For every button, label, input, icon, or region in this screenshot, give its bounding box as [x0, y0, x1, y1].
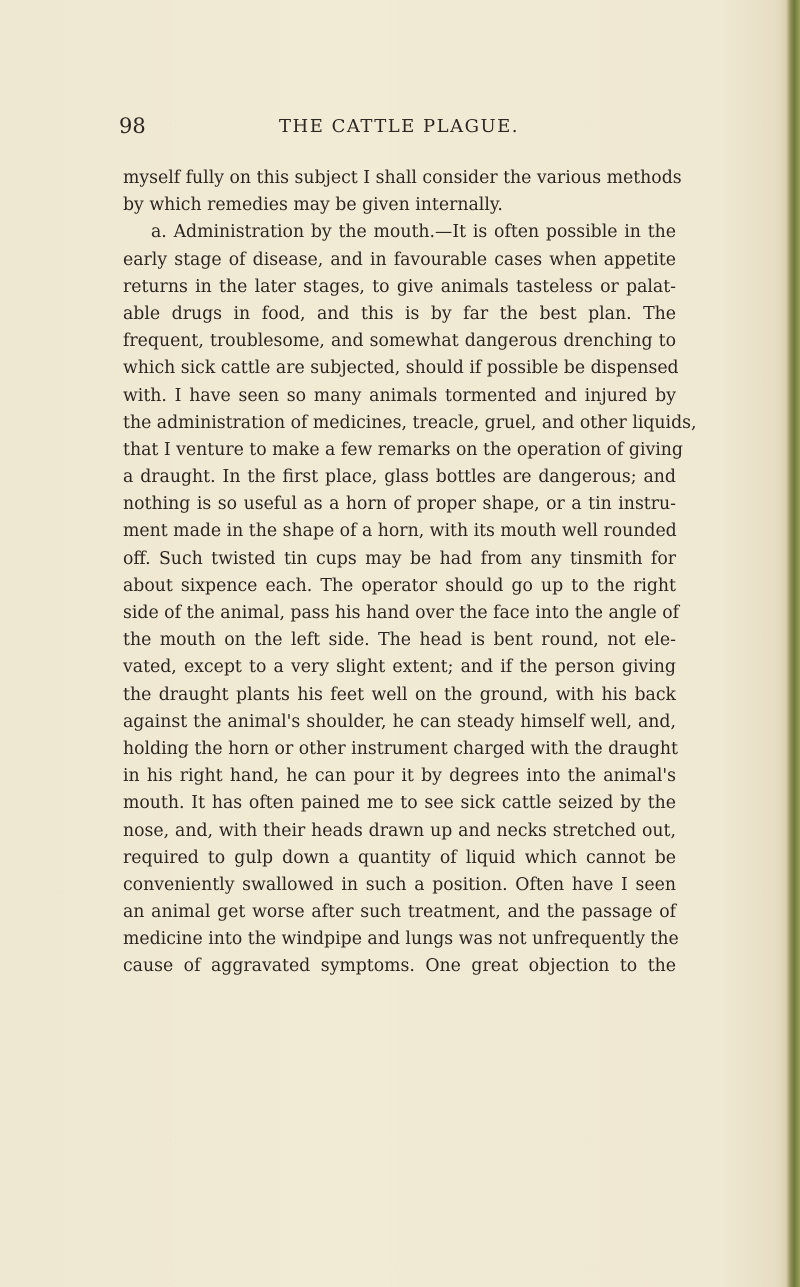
text-line: in his right hand, he can pour it by degrees into the animal's [123, 766, 676, 787]
text-line: the mouth on the left side. The head is bent round, not ele- [123, 630, 676, 651]
text-line: which sick cattle are subjected, should if possible be dispensed [123, 358, 679, 379]
text-line: early stage of disease, and in favourable cases when appetite [123, 249, 676, 270]
text-line: nose, and, with their heads drawn up and necks stretched out, [123, 820, 676, 841]
text-line: that I venture to make a few remarks on the operation of giving [123, 439, 683, 460]
text-line: nothing is so useful as a horn of proper shape, or a tin instru- [123, 494, 676, 515]
body-text [123, 165, 697, 981]
text-line: required to gulp down a quantity of liquid which cannot be [123, 847, 676, 868]
text-line: against the animal's shoulder, he can steady himself well, and, [123, 711, 676, 732]
text-line: side of the animal, pass his hand over the face into the angle of [123, 603, 680, 623]
page-edge [786, 0, 800, 1287]
text-line: holding the horn or other instrument charged with the draught [123, 738, 678, 759]
text-line: the administration of medicines, treacle, gruel, and other liquids, [123, 412, 697, 433]
text-line: with. I have seen so many animals tormented and injured by [123, 385, 676, 406]
text-line: frequent, troublesome, and somewhat dangerous drenching to [123, 331, 676, 352]
text-line: myself fully on this subject I shall consider the various methods [123, 168, 682, 188]
text-line: vated, except to a very slight extent; and if the person giving [123, 657, 676, 678]
text-line: able drugs in food, and this is by far the best plan. The [123, 303, 676, 324]
text-line: medicine into the windpipe and lungs was not unfrequently the [123, 929, 679, 950]
text-line: mouth. It has often pained me to see sick cattle seized by the [123, 793, 676, 814]
text-line: conveniently swallowed in such a position. Often have I seen [123, 874, 676, 895]
text-line: by which remedies may be given internally. [123, 195, 503, 216]
running-title: THE CATTLE PLAGUE. [279, 116, 519, 137]
text-line: off. Such twisted tin cups may be had from any tinsmith for [123, 548, 676, 569]
page-number: 98 [119, 114, 146, 138]
text-line: the draught plants his feet well on the ground, with his back [123, 684, 676, 705]
text-line: cause of aggravated symptoms. One great objection to the [123, 956, 676, 977]
text-line: a. Administration by the mouth.—It is often possible in the [151, 222, 676, 243]
text-line: about sixpence each. The operator should go up to the right [123, 575, 676, 596]
text-line: an animal get worse after such treatment, and the passage of [123, 902, 676, 923]
text-line: a draught. In the first place, glass bottles are dangerous; and [123, 467, 676, 488]
text-line: returns in the later stages, to give animals tasteless or palat- [123, 276, 676, 297]
page-header [119, 114, 679, 144]
text-line: ment made in the shape of a horn, with its mouth well rounded [123, 521, 677, 542]
